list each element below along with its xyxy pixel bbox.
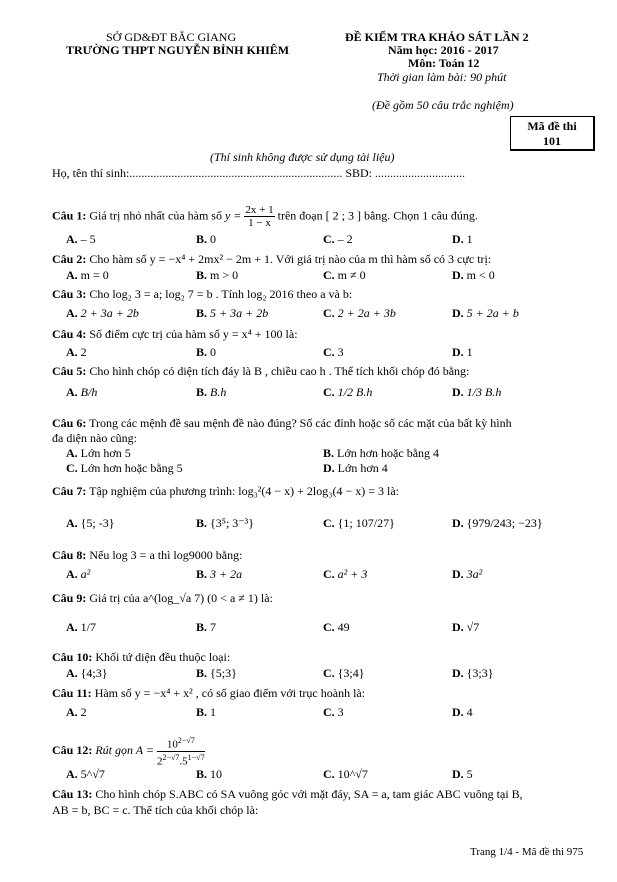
department-name: SỞ GD&ĐT BẮC GIANG [106,30,237,44]
school-name: TRƯỜNG THPT NGUYỄN BỈNH KHIÊM [66,43,290,57]
option-d: D. 4 [452,705,473,719]
option-d: D. Lớn hơn 4 [323,461,388,475]
question-text: trên đoạn [ 2 ; 3 ] bằng. Chọn 1 câu đúng. [277,208,478,223]
question-number: Câu 1: [52,208,87,223]
option-b: B. 10 [196,767,223,781]
option-d: D. 1 [452,345,473,359]
option-a: A. B/h [66,385,98,399]
option-b: B. 1 [196,705,217,719]
option-a: A. 1/7 [66,620,97,634]
option-a: A. 2 [66,345,87,359]
exam-code-box [510,116,595,151]
option-c: C. 3 [323,345,344,359]
option-d: D. {979/243; −23} [452,516,543,530]
option-b: B. B.h [196,385,227,399]
fraction: $\frac{2x + 1}{1 - x}$ [245,204,274,229]
student-info-line: Họ, tên thí sinh:....................................................................... SBD: .............................. [52,166,466,180]
option-d: D. 5 + 2a + b [452,306,519,320]
option-d: D. 1 [452,232,473,246]
option-c: C. {3;4} [323,666,365,680]
option-b: B. {3⁵; 3⁻³} [196,516,254,530]
question-6: Câu 6: Trong các mệnh đề sau mệnh đề nào đúng? Số các đỉnh hoặc số các mặt của bất kỳ hình [52,416,512,430]
notice: (Thí sinh không được sử dụng tài liệu) [210,150,395,164]
question-9: Câu 9: Giá trị của a^(log_√a 7) (0 < a ≠ 1) là: [52,591,273,605]
question-4: Câu 4: Số điểm cực trị của hàm số y = x⁴ + 100 là: [52,327,298,341]
option-a: A. 2 [66,705,87,719]
question-10: Câu 10: Khối tứ diện đều thuộc loại: [52,650,231,664]
option-a: A. a² [66,567,91,581]
option-b: B. Lớn hơn hoặc bằng 4 [323,446,440,460]
option-c: C. Lớn hơn hoặc bằng 5 [66,461,183,475]
option-b: B. 0 [196,345,217,359]
option-d: D. 5 [452,767,473,781]
option-c: C. 2 + 2a + 3b [323,306,396,320]
option-c: C. {1; 107/27} [323,516,395,530]
option-a: A. 5^√7 [66,767,105,781]
question-12: Câu 12: Rút gọn A = $\frac{10^{2-√7}}{2^{2-√7}.5^{1-√7}}$ [52,736,205,768]
question-13: Câu 13: Cho hình chóp S.ABC có SA vuông góc với mặt đáy, SA = a, tam giác ABC vuông tại B, [52,787,523,801]
option-c: C. – 2 [323,232,353,246]
option-b: B. 7 [196,620,217,634]
exam-code: 101 [543,134,561,148]
subject: Môn: Toán 12 [408,56,480,70]
option-a: A. {5; -3} [66,516,115,530]
option-b: B. 0 [196,232,217,246]
question-13-cont: AB = b, BC = c. Thể tích của khối chóp là: [52,803,259,817]
school-year: Năm học: 2016 - 2017 [388,43,499,57]
option-a: A. {4;3} [66,666,108,680]
question-2: Câu 2: Cho hàm số y = −x⁴ + 2mx² − 2m + 1. Với giá trị nào của m thì hàm số có 3 cực trị: [52,252,492,266]
fraction-expression: $\frac{10^{2-√7}}{2^{2-√7}.5^{1-√7}}$ [157,736,205,768]
option-b: B. {5;3} [196,666,237,680]
question-8: Câu 8: Nếu log 3 = a thì log9000 bằng: [52,548,243,562]
option-c: C. 10^√7 [323,767,368,781]
question-6-cont: đa diện nào cũng: [52,431,137,445]
question-5: Câu 5: Cho hình chóp có diện tích đáy là B , chiều cao h . Thể tích khối chóp đó bằng: [52,364,470,378]
question-3: Câu 3: Cho log₂ 3 = a; log₂ 7 = b . Tính log₂ 2016 theo a và b: [52,287,353,301]
option-c: C. a² + 3 [323,567,368,581]
exam-title: ĐỀ KIỂM TRA KHẢO SÁT LẦN 2 [345,30,529,44]
option-a: A. – 5 [66,232,96,246]
option-d: D. 3a² [452,567,483,581]
question-11: Câu 11: Hàm số y = −x⁴ + x² , có số giao điểm với trục hoành là: [52,686,366,700]
question-text: Giá trị nhỏ nhất của hàm số [89,208,225,223]
option-b: B. 5 + 3a + 2b [196,306,269,320]
option-d: D. {3;3} [452,666,494,680]
page-footer: Trang 1/4 - Mã đề thi 975 [470,846,584,858]
option-c: C. 3 [323,705,344,719]
option-c: C. m ≠ 0 [323,268,366,282]
option-b: B. m > 0 [196,268,239,282]
option-d: D. √7 [452,620,480,634]
question-1 [52,204,478,229]
option-a: A. m = 0 [66,268,109,282]
option-b: B. 3 + 2a [196,567,243,581]
exam-time: Thời gian làm bài: 90 phút [377,70,507,84]
question-count: (Đề gồm 50 câu trắc nghiệm) [372,98,514,112]
question-7: Câu 7: Tập nghiệm của phương trình: log₃²(4 − x) + 2log₃(4 − x) = 3 là: [52,484,399,498]
option-a: A. Lớn hơn 5 [66,446,131,460]
exam-code-label: Mã đề thi [527,119,577,133]
option-a: A. 2 + 3a + 2b [66,306,139,320]
option-c: C. 1/2 B.h [323,385,373,399]
option-c: C. 49 [323,620,350,634]
math-expr: y = [224,208,242,223]
option-d: D. m < 0 [452,268,495,282]
option-d: D. 1/3 B.h [452,385,502,399]
